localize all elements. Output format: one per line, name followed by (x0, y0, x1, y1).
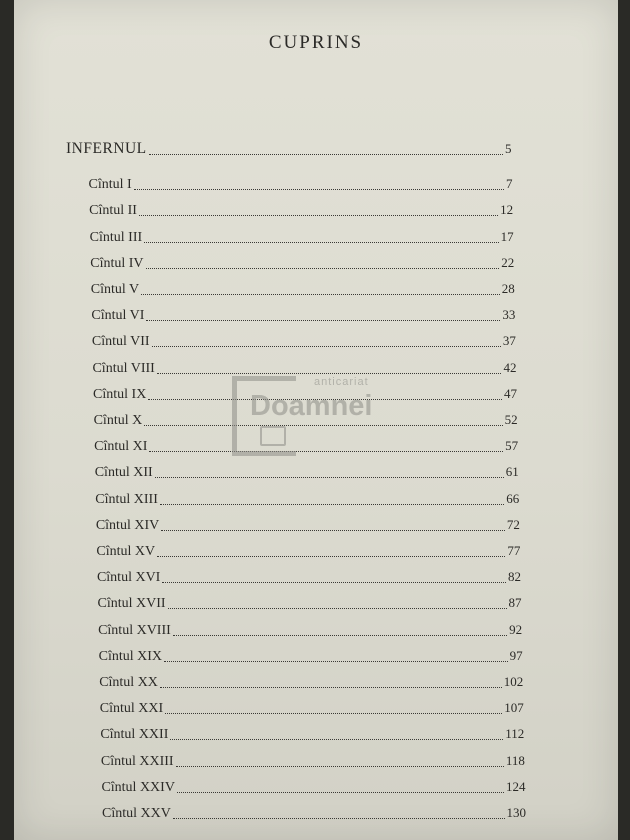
toc-row (89, 176, 513, 193)
dot-leader (177, 792, 504, 793)
toc-entry-label: Cîntul XIX (98, 648, 163, 664)
toc-entry-page-number: 28 (501, 281, 515, 296)
toc-row (102, 805, 526, 822)
dot-leader (141, 294, 500, 295)
toc-entry-page-number: 87 (508, 595, 522, 611)
toc-row (95, 491, 519, 508)
toc-entry-label: Cîntul XXII (100, 727, 169, 743)
dot-leader (157, 373, 502, 374)
dot-leader (173, 635, 507, 636)
dot-leader (146, 268, 500, 269)
dot-leader (164, 661, 508, 662)
toc-entry-label: Cîntul VIII (92, 360, 155, 376)
toc-entry-page-number: 17 (500, 228, 514, 244)
toc-entry-label: Cîntul XV (96, 544, 156, 559)
toc-row (91, 307, 515, 324)
toc-row (96, 517, 520, 534)
dot-leader (146, 320, 500, 321)
toc-part-row (66, 140, 512, 158)
dot-leader (157, 556, 505, 557)
toc-entry-page-number: 124 (505, 778, 526, 794)
toc-row (91, 281, 515, 298)
dot-leader (173, 818, 505, 819)
toc-row (98, 622, 522, 639)
dot-leader (160, 687, 502, 688)
toc-row (100, 726, 524, 743)
watermark-big-text: Doamnei (250, 390, 373, 422)
toc-row (90, 255, 514, 272)
toc-row (99, 674, 523, 691)
dot-leader (176, 766, 504, 767)
toc-row (92, 360, 516, 377)
toc-row (93, 386, 517, 403)
toc-entry-page-number: 112 (505, 726, 525, 742)
toc-entry-label: Cîntul XXI (99, 701, 164, 717)
toc-entry-label: Cîntul III (89, 229, 143, 245)
toc-entry-page-number: 118 (505, 752, 525, 768)
dot-leader (144, 425, 502, 426)
toc-entry-page-number: 66 (506, 490, 520, 506)
toc-entry-page-number: 130 (506, 805, 526, 820)
toc-entry-page-number: 61 (505, 464, 519, 480)
toc-entry-page-number: 5 (505, 141, 512, 156)
dot-leader (149, 154, 503, 155)
toc-entry-label: Cîntul VII (91, 334, 150, 350)
toc-entry-label: Cîntul XX (99, 675, 158, 690)
toc-row (97, 569, 521, 586)
toc-entry-label: Cîntul XIV (95, 517, 160, 533)
dot-leader (155, 477, 504, 478)
toc-entry-label: Cîntul VI (91, 308, 145, 324)
toc-entry-label: Cîntul XXIV (101, 779, 175, 795)
toc-entry-label: Cîntul XII (94, 465, 153, 481)
toc-row (101, 779, 525, 796)
toc-row (95, 464, 519, 481)
toc-row (101, 753, 525, 770)
toc-entry-label: Cîntul XVIII (98, 622, 171, 638)
dot-leader (139, 215, 498, 216)
toc-entry-label: Cîntul XVII (97, 596, 166, 612)
toc-entry-page-number: 72 (506, 516, 520, 532)
toc-row (100, 700, 524, 717)
toc-entry-page-number: 82 (507, 569, 521, 585)
toc-entry-label: INFERNUL (66, 140, 147, 157)
dot-leader (134, 189, 504, 190)
toc-row (90, 229, 514, 246)
watermark-small-text: anticariat (314, 376, 369, 388)
book-page (14, 0, 618, 840)
toc-entry-page-number: 33 (502, 307, 516, 323)
toc-entry-label: Cîntul I (88, 177, 132, 193)
toc-row (96, 543, 520, 560)
toc-entry-page-number: 12 (500, 202, 514, 218)
dot-leader (162, 582, 506, 583)
toc-entry-page-number: 22 (501, 254, 515, 270)
dot-leader (165, 713, 502, 714)
toc-row (92, 333, 516, 350)
toc-entry-label: Cîntul XI (94, 439, 148, 455)
toc-entry-label: Cîntul XXIII (100, 753, 174, 769)
toc-row (89, 202, 513, 219)
toc-row (99, 648, 523, 665)
toc-row (94, 438, 518, 455)
toc-entry-label: Cîntul IV (90, 255, 144, 271)
dot-leader (149, 451, 503, 452)
toc-entry-page-number: 52 (504, 412, 518, 427)
toc-entry-page-number: 57 (505, 438, 519, 454)
toc-entry-label: Cîntul XIII (95, 491, 158, 507)
toc-row (98, 595, 522, 612)
toc-entry-page-number: 47 (504, 385, 518, 401)
toc-entry-page-number: 102 (503, 674, 524, 689)
dot-leader (148, 399, 502, 400)
dot-leader (168, 608, 507, 609)
toc-entry-page-number: 97 (509, 647, 523, 663)
toc-entry-label: Cîntul XVI (96, 570, 161, 586)
toc-entry-page-number: 92 (509, 621, 523, 637)
toc-entry-page-number: 7 (506, 176, 513, 192)
toc-entry-page-number: 42 (503, 359, 517, 375)
dot-leader (161, 530, 505, 531)
page-title: CUPRINS (268, 32, 364, 53)
dot-leader (170, 739, 503, 740)
toc-entry-label: Cîntul XXV (102, 806, 171, 821)
dot-leader (144, 242, 499, 243)
toc-entry-label: Cîntul V (90, 282, 140, 297)
toc-entry-label: Cîntul X (93, 413, 143, 428)
toc-entry-page-number: 107 (504, 700, 524, 716)
dot-leader (160, 504, 504, 505)
toc-entry-label: Cîntul II (89, 203, 137, 219)
toc-entry-label: Cîntul IX (93, 386, 147, 402)
toc-row (94, 412, 518, 429)
toc-entry-page-number: 77 (507, 543, 521, 558)
dot-leader (152, 346, 501, 347)
toc-entry-page-number: 37 (502, 333, 516, 349)
